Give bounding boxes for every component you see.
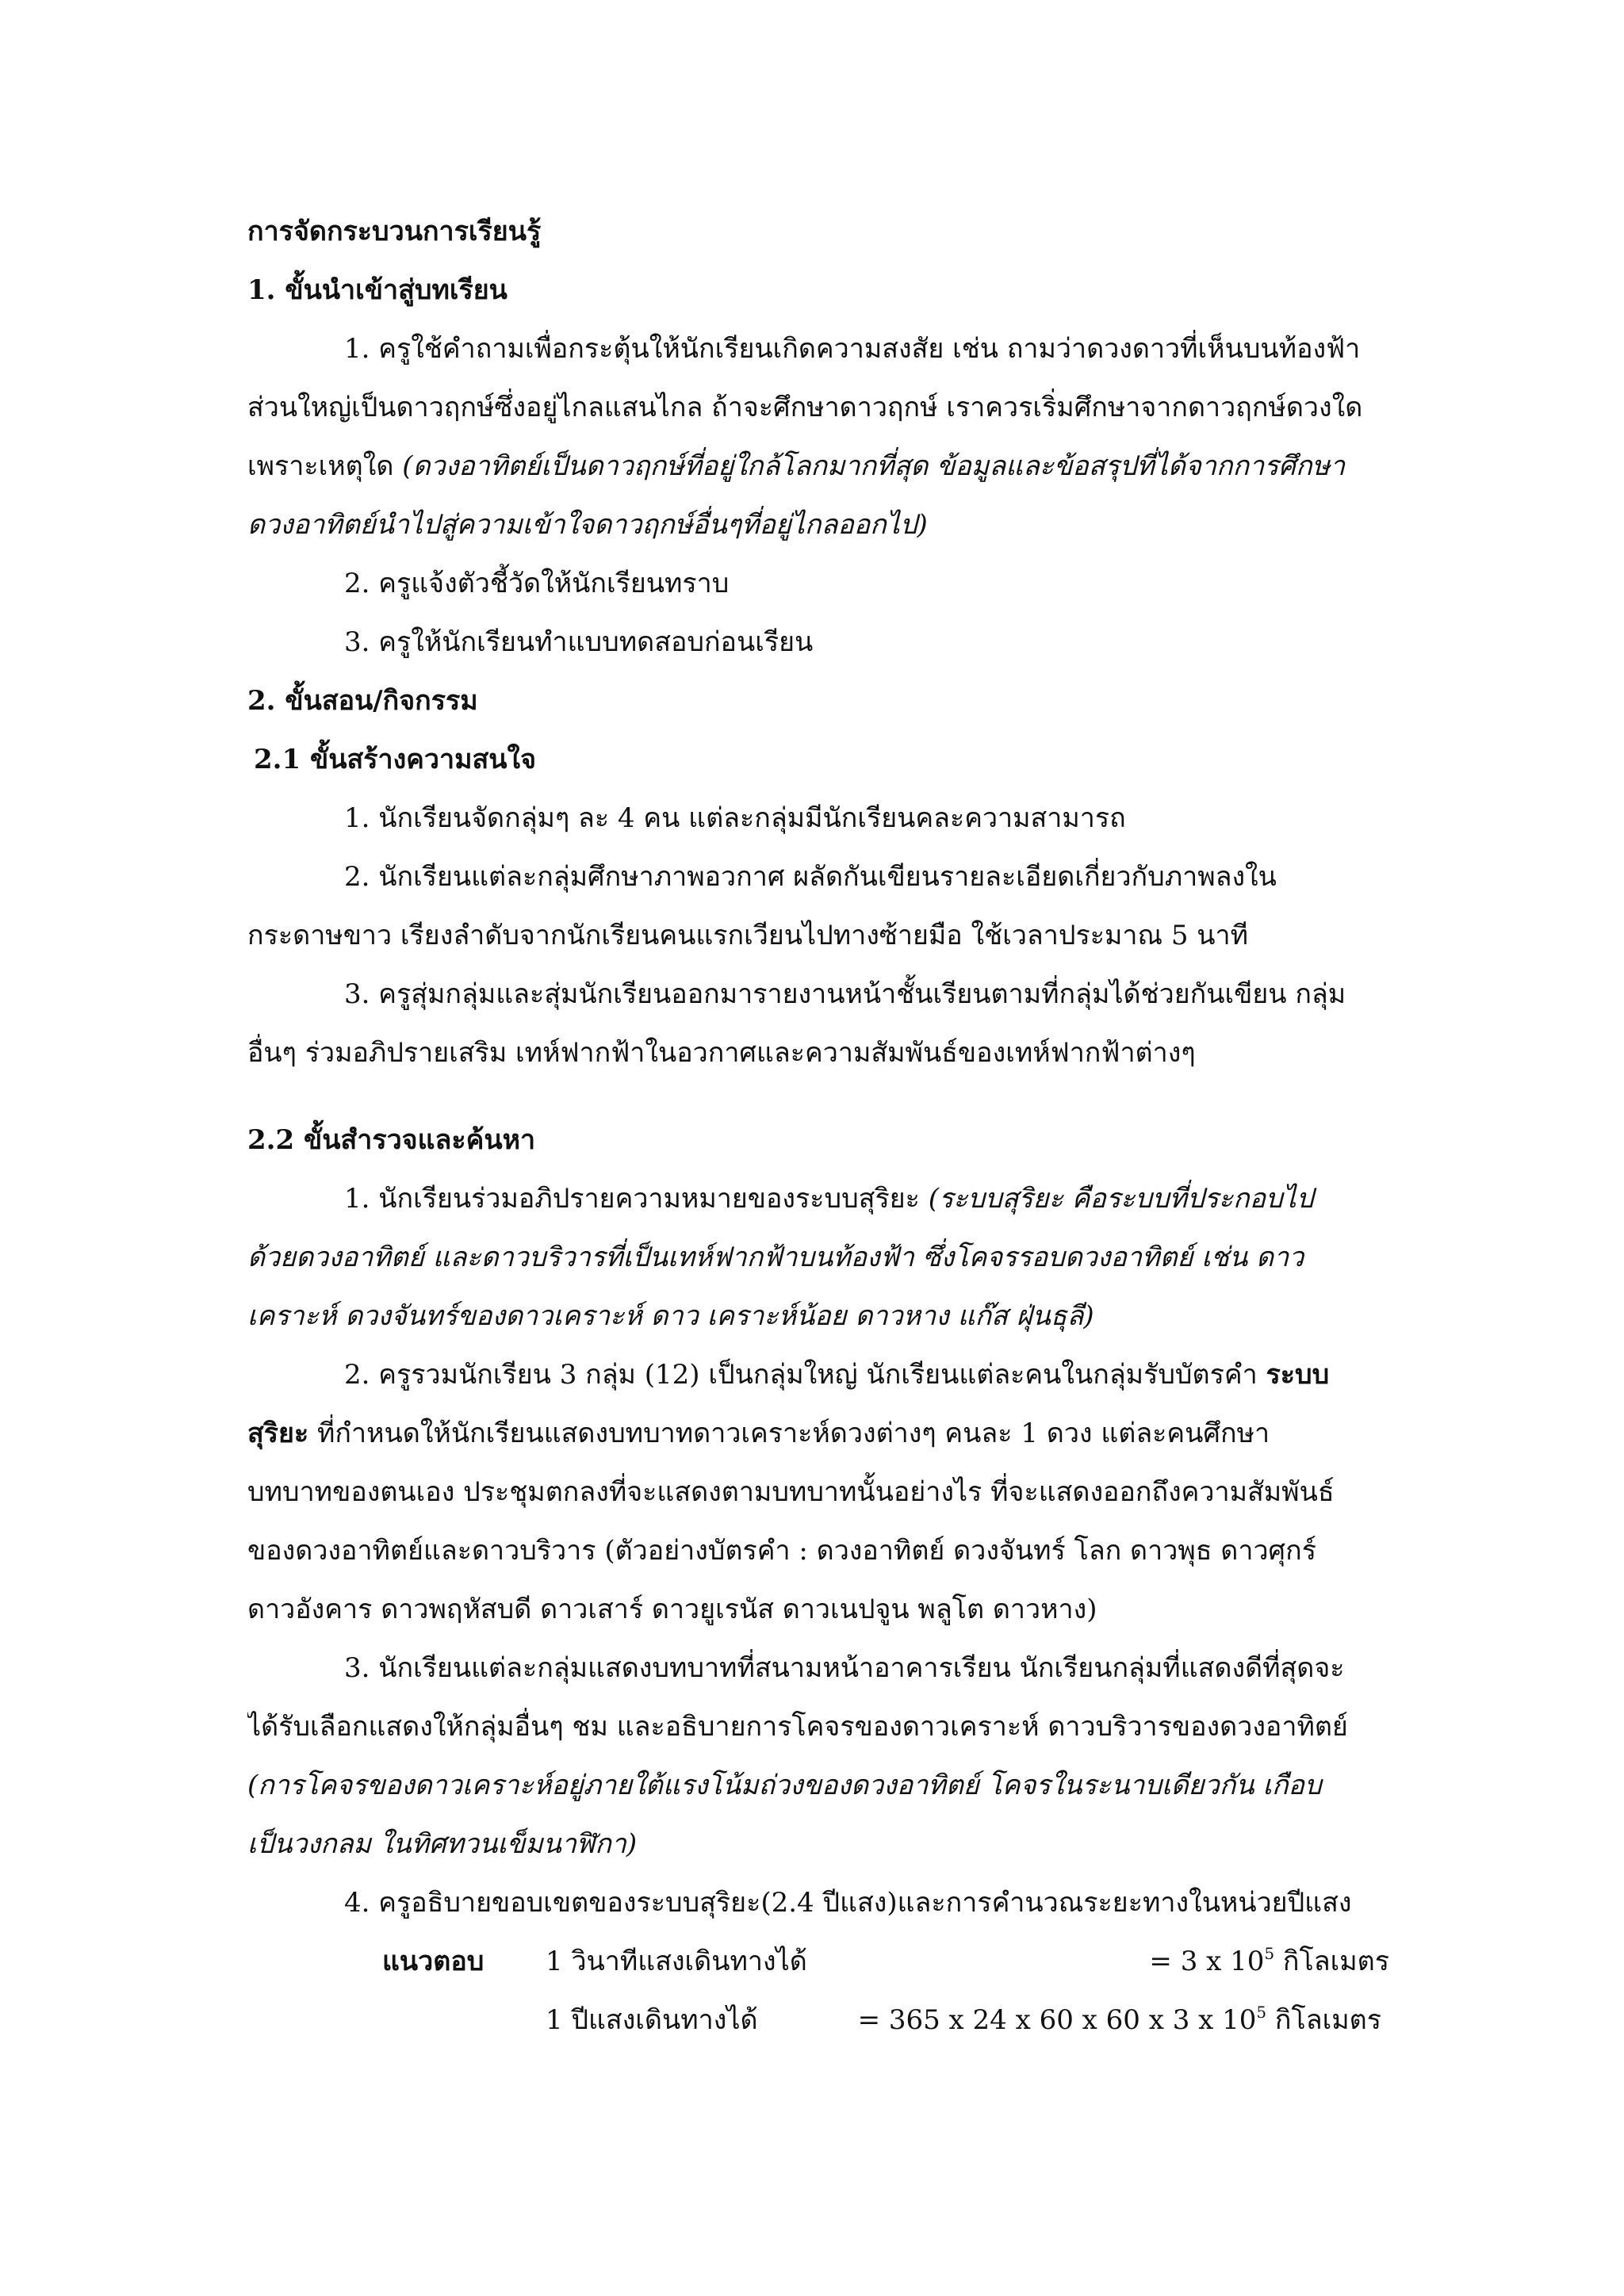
paragraph-line: บทบาทของตนเอง ประชุมตกลงที่จะแสดงตามบทบาทนั้นอย่างไร ที่จะแสดงออกถึงความสัมพันธ์ <box>247 1476 1335 1508</box>
paragraph-line: 1. ครูใช้คำถามเพื่อกระตุ้นให้นักเรียนเกิดความสงสัย เช่น ถามว่าดวงดาวที่เห็นบนท้องฟ้า <box>344 333 1361 365</box>
subsection-2-1-heading: 2.1 ขั้นสร้างความสนใจ <box>254 744 537 775</box>
paragraph-line: กระดาษขาว เรียงลำดับจากนักเรียนคนแรกเวียนไปทางซ้ายมือ ใช้เวลาประมาณ 5 นาที <box>247 920 1249 951</box>
italic-answer-text: (ดวงอาทิตย์เป็นดาวฤกษ์ที่อยู่ใกล้โลกมากที่สุด ข้อมูลและข้อสรุปที่ได้จากการศึกษา <box>402 450 1346 482</box>
italic-answer-text: (การโคจรของดาวเคราะห์อยู่ภายใต้แรงโน้มถ่วงของดวงอาทิตย์ โคจรในระนาบเดียวกัน เกือบ <box>247 1770 1322 1801</box>
answer-label: แนวตอบ <box>382 1946 485 1977</box>
paragraph-line <box>247 1345 1389 1404</box>
paragraph-line: 2. นักเรียนแต่ละกลุ่มศึกษาภาพอวกาศ ผลัดกันเขียนรายละเอียดเกี่ยวกับภาพลงใน <box>344 861 1277 893</box>
paragraph-line: 3. ครูให้นักเรียนทำแบบทดสอบก่อนเรียน <box>344 626 814 658</box>
formula-text: = 365 x 24 x 60 x 60 x 3 x 10 <box>857 2004 1257 2036</box>
paragraph-line: 4. ครูอธิบายขอบเขตของระบบสุริยะ(2.4 ปีแสง)และการคำนวณระยะทางในหน่วยปีแสง <box>344 1887 1352 1919</box>
spacer <box>247 1082 1389 1111</box>
paragraph-text: ที่กำหนดให้นักเรียนแสดงบทบาทดาวเคราะห์ดวงต่างๆ คนละ 1 ดวง แต่ละคนศึกษา <box>308 1418 1270 1449</box>
paragraph-line: ส่วนใหญ่เป็นดาวฤกษ์ซึ่งอยู่ไกลแสนไกล ถ้าจะศึกษาดาวฤกษ์ เราควรเริ่มศึกษาจากดาวฤกษ์ดวงใด <box>247 392 1363 423</box>
paragraph-line: อื่นๆ ร่วมอภิปรายเสริม เทห์ฟากฟ้าในอวกาศและความสัมพันธ์ของเทห์ฟากฟ้าต่างๆ <box>247 1037 1196 1069</box>
answer-text: 1 ปีแสงเดินทางได้ <box>546 2004 758 2036</box>
exponent: 5 <box>1264 1944 1275 1963</box>
answer-text: 1 วินาทีแสงเดินทางได้ <box>546 1946 807 1977</box>
paragraph-text: 2. ครูรวมนักเรียน 3 กลุ่ม (12) เป็นกลุ่มใหญ่ นักเรียนแต่ละคนในกลุ่มรับบัตรคำ <box>344 1359 1266 1391</box>
bold-term: สุริยะ <box>247 1418 309 1449</box>
section-2-heading: 2. ขั้นสอน/กิจกรรม <box>247 685 478 717</box>
exponent: 5 <box>1256 2003 1267 2022</box>
answer-row <box>247 1932 1389 1991</box>
paragraph-line: ของดวงอาทิตย์และดาวบริวาร (ตัวอย่างบัตรคำ : ดวงอาทิตย์ ดวงจันทร์ โลก ดาวพุธ ดาวศุกร์ <box>247 1535 1316 1567</box>
subsection-2-2-heading: 2.2 ขั้นสำรวจและค้นหา <box>247 1124 536 1156</box>
unit-text: กิโลเมตร <box>1274 1946 1389 1977</box>
paragraph-line: 2. ครูแจ้งตัวชี้วัดให้นักเรียนทราบ <box>344 568 730 599</box>
paragraph-line: ดาวอังคาร ดาวพฤหัสบดี ดาวเสาร์ ดาวยูเรนัส ดาวเนปจูน พลูโต ดาวหาง) <box>247 1594 1097 1625</box>
italic-answer-text: ด้วยดวงอาทิตย์ และดาวบริวารที่เป็นเทห์ฟากฟ้าบนท้องฟ้า ซึ่งโคจรรอบดวงอาทิตย์ เช่น ดาว <box>247 1242 1304 1273</box>
italic-answer-text: ดวงอาทิตย์นำไปสู่ความเข้าใจดาวฤกษ์อื่นๆที่อยู่ไกลออกไป) <box>247 509 928 541</box>
formula-text: = 3 x 10 <box>1149 1946 1265 1977</box>
italic-answer-text: (ระบบสุริยะ คือระบบที่ประกอบไป <box>928 1183 1314 1215</box>
paragraph-line: ได้รับเลือกแสดงให้กลุ่มอื่นๆ ชม และอธิบายการโคจรของดาวเคราะห์ ดาวบริวารของดวงอาทิตย์ <box>247 1711 1348 1743</box>
paragraph-line <box>247 1169 1389 1228</box>
unit-text: กิโลเมตร <box>1266 2004 1381 2036</box>
document-page <box>247 202 1389 2049</box>
paragraph-line: 3. ครูสุ่มกลุ่มและสุ่มนักเรียนออกมารายงานหน้าชั้นเรียนตามที่กลุ่มได้ช่วยกันเขียน กลุ่ม <box>344 978 1346 1010</box>
italic-answer-text: เป็นวงกลม ในทิศทวนเข็มนาฬิกา) <box>247 1828 638 1860</box>
section-1-heading: 1. ขั้นนำเข้าสู่บทเรียน <box>247 274 508 306</box>
italic-answer-text: เคราะห์ ดวงจันทร์ของดาวเคราะห์ ดาว เคราะห์น้อย ดาวหาง แก๊ส ฝุ่นธุลี) <box>247 1300 1094 1332</box>
paragraph-line <box>247 1404 1389 1463</box>
answer-value <box>1149 1932 1389 1991</box>
paragraph-line: 1. นักเรียนจัดกลุ่มๆ ละ 4 คน แต่ละกลุ่มมีนักเรียนคละความสามารถ <box>344 802 1126 834</box>
paragraph-line: 3. นักเรียนแต่ละกลุ่มแสดงบทบาทที่สนามหน้าอาคารเรียน นักเรียนกลุ่มที่แสดงดีที่สุดจะ <box>344 1652 1345 1684</box>
paragraph-line <box>247 437 1389 496</box>
paragraph-text: 1. นักเรียนร่วมอภิปรายความหมายของระบบสุริยะ <box>344 1183 929 1215</box>
paragraph-text: เพราะเหตุใด <box>247 450 403 482</box>
answer-value <box>858 1991 1381 2049</box>
bold-term: ระบบ <box>1266 1359 1330 1391</box>
document-title: การจัดกระบวนการเรียนรู้ <box>247 216 542 247</box>
answer-row <box>247 1991 1389 2049</box>
